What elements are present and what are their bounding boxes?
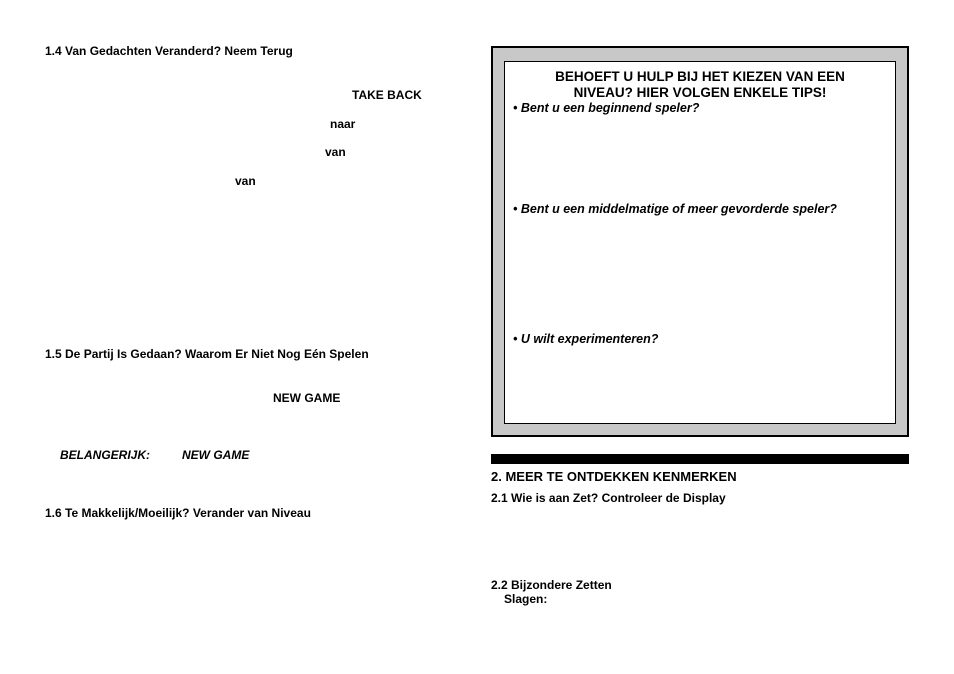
word-naar: naar — [330, 117, 356, 131]
tips-heading — [505, 69, 895, 101]
new-game-italic-label: NEW GAME — [182, 448, 250, 462]
take-back-label: TAKE BACK — [352, 88, 422, 102]
level-tips-box — [491, 46, 909, 437]
heading-1-5: 1.5 De Partij Is Gedaan? Waarom Er Niet Nog Eén Spelen — [45, 347, 369, 361]
word-van: van — [235, 174, 256, 188]
section-divider-bar — [491, 454, 909, 464]
word-van: van — [325, 145, 346, 159]
captures-label: Slagen: — [504, 592, 548, 606]
important-label: BELANGERIJK: — [60, 448, 151, 462]
tip-experiment: • U wilt experimenteren? — [513, 332, 659, 346]
tip-intermediate: • Bent u een middelmatige of meer gevorderde speler? — [513, 202, 837, 216]
level-tips-panel — [504, 61, 896, 424]
new-game-label: NEW GAME — [273, 391, 341, 405]
tips-heading-line-1: BEHOEFT U HULP BIJ HET KIEZEN VAN EEN — [555, 69, 845, 84]
section-2-title: 2. MEER TE ONTDEKKEN KENMERKEN — [491, 469, 737, 484]
heading-1-6: 1.6 Te Makkelijk/Moeilijk? Verander van Niveau — [45, 506, 311, 520]
heading-1-4: 1.4 Van Gedachten Veranderd? Neem Terug — [45, 44, 293, 58]
heading-2-2: 2.2 Bijzondere Zetten — [491, 578, 612, 592]
tip-beginner: • Bent u een beginnend speler? — [513, 101, 700, 115]
tips-heading-line-2: NIVEAU? HIER VOLGEN ENKELE TIPS! — [573, 85, 827, 100]
heading-2-1: 2.1 Wie is aan Zet? Controleer de Display — [491, 491, 726, 505]
